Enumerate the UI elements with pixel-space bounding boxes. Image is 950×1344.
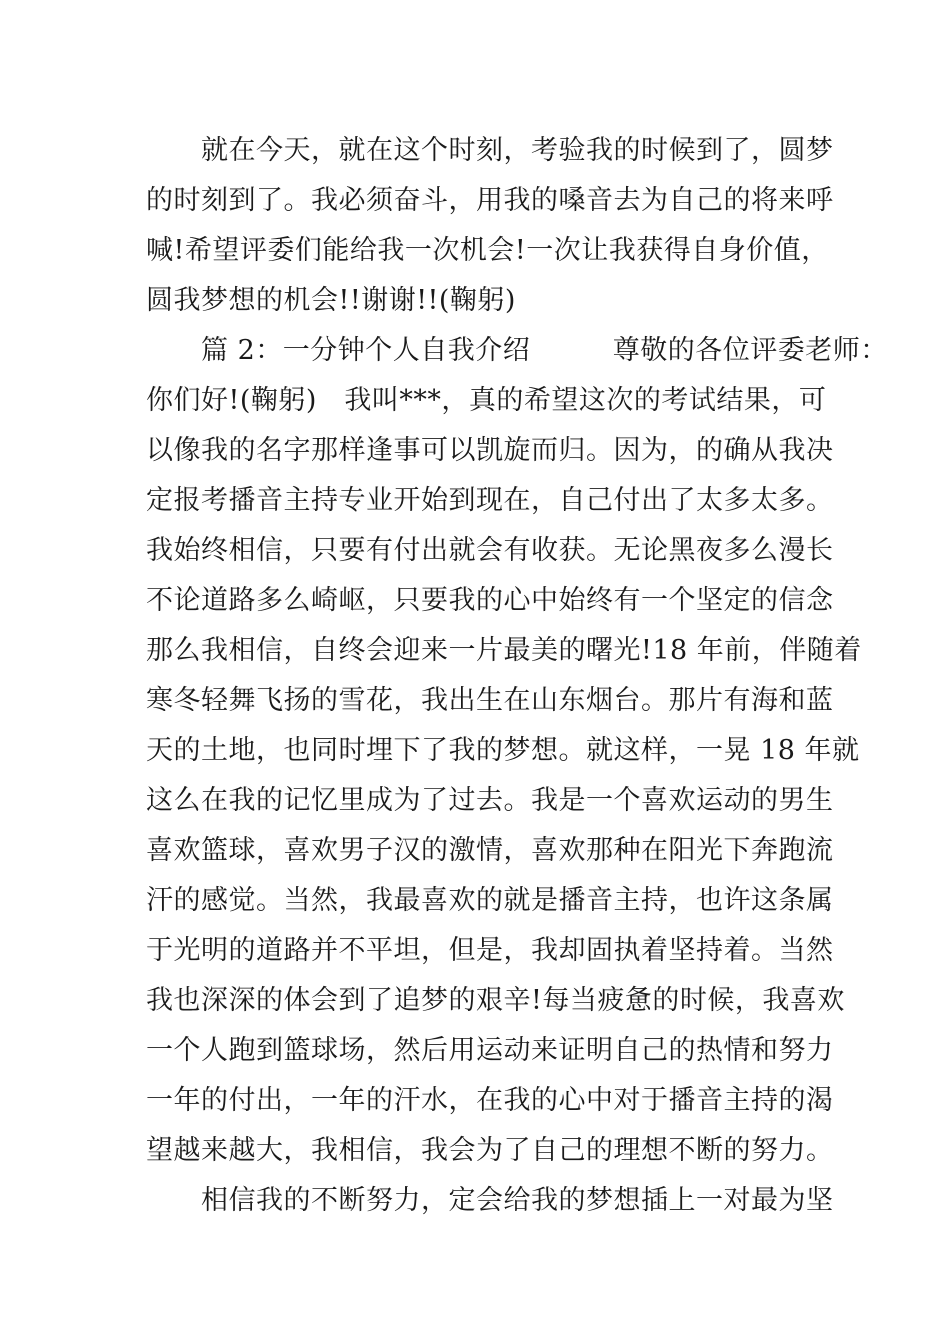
text-line: 你们好!(鞠躬) 我叫***，真的希望这次的考试结果，可 [146,385,827,416]
text-line: 我也深深的体会到了追梦的艰辛!每当疲惫的时候，我喜欢 [146,985,845,1016]
text-line: 这么在我的记忆里成为了过去。我是一个喜欢运动的男生 [146,785,834,816]
text-line: 篇 2：一分钟个人自我介绍 尊敬的各位评委老师： [146,335,888,366]
text-line: 那么我相信，自终会迎来一片最美的曙光!18 年前，伴随着 [146,635,862,666]
text-line: 定报考播音主持专业开始到现在，自己付出了太多太多。 [146,485,834,516]
text-line: 天的土地，也同时埋下了我的梦想。就这样，一晃 18 年就 [146,735,860,766]
text-line: 的时刻到了。我必须奋斗，用我的嗓音去为自己的将来呼 [146,185,834,216]
text-line: 望越来越大，我相信，我会为了自己的理想不断的努力。 [146,1135,834,1166]
text-line: 以像我的名字那样逢事可以凯旋而归。因为，的确从我决 [146,435,834,466]
text-line: 不论道路多么崎岖，只要我的心中始终有一个坚定的信念 [146,585,834,616]
text-line: 于光明的道路并不平坦，但是，我却固执着坚持着。当然 [146,935,834,966]
text-line: 相信我的不断努力，定会给我的梦想插上一对最为坚 [146,1185,834,1216]
text-line: 一个人跑到篮球场，然后用运动来证明自己的热情和努力 [146,1035,834,1066]
text-line: 圆我梦想的机会!!谢谢!!(鞠躬) [146,285,516,316]
text-line: 就在今天，就在这个时刻，考验我的时候到了，圆梦 [146,135,834,166]
text-line: 我始终相信，只要有付出就会有收获。无论黑夜多么漫长 [146,535,834,566]
text-line: 汗的感觉。当然，我最喜欢的就是播音主持，也许这条属 [146,885,834,916]
text-line: 寒冬轻舞飞扬的雪花，我出生在山东烟台。那片有海和蓝 [146,685,834,716]
text-line: 一年的付出，一年的汗水，在我的心中对于播音主持的渴 [146,1085,834,1116]
text-line: 喜欢篮球，喜欢男子汉的激情，喜欢那种在阳光下奔跑流 [146,835,834,866]
text-line: 喊!希望评委们能给我一次机会!一次让我获得自身价值， [146,235,829,266]
